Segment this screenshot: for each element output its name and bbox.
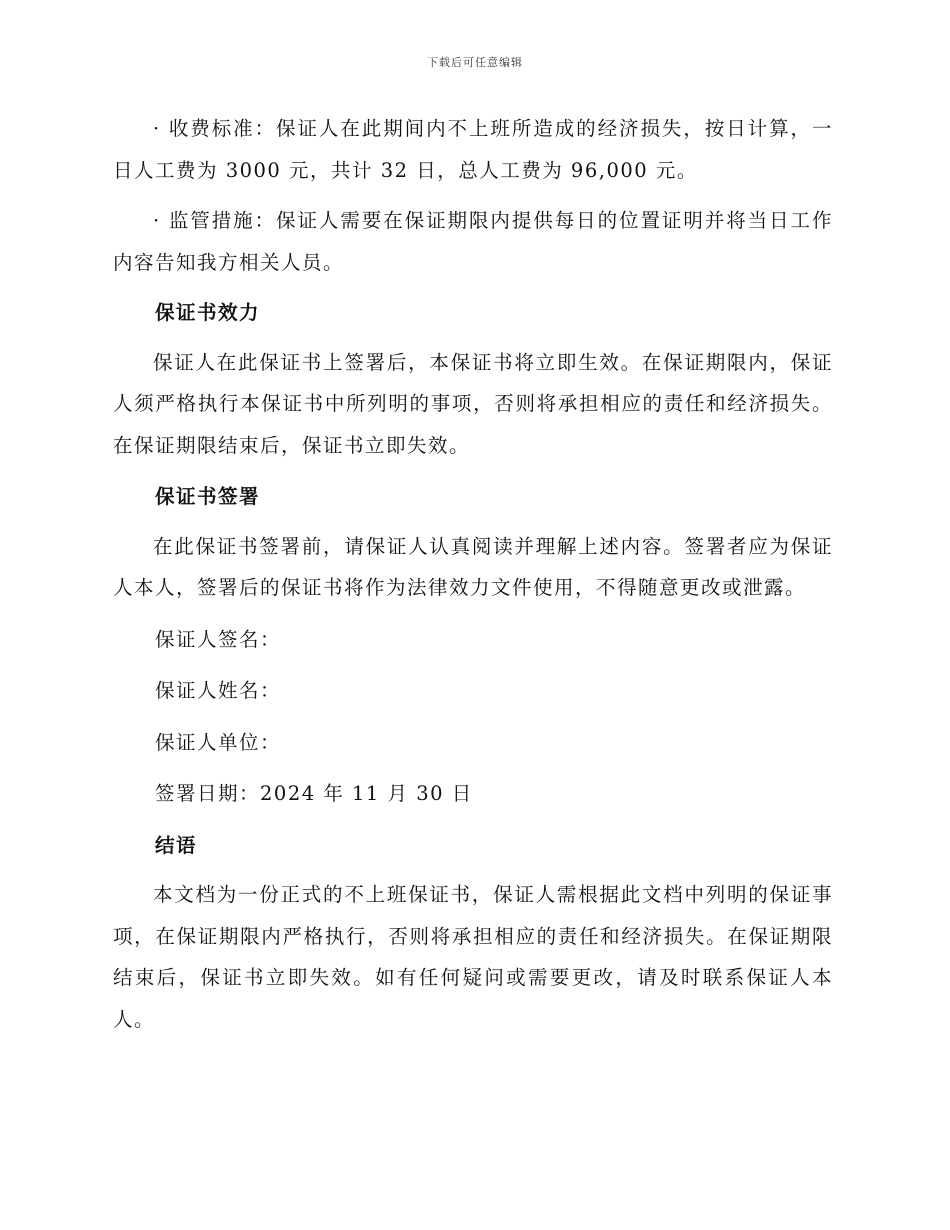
document-body	[113, 108, 833, 1050]
section-body-effect: 保证人在此保证书上签署后，本保证书将立即生效。在保证期限内，保证人须严格执行本保证书中所列明的事项，否则将承担相应的责任和经济损失。在保证期限结束后，保证书立即失效。	[113, 350, 833, 457]
page-header: 下载后可任意编辑	[427, 56, 523, 69]
field-sign-date: 签署日期：2024 年 11 月 30 日	[155, 782, 473, 805]
section-title-effect: 保证书效力	[155, 301, 261, 324]
section-body-sign: 在此保证书签署前，请保证人认真阅读并理解上述内容。签署者应为保证人本人，签署后的保证书将作为法律效力文件使用，不得随意更改或泄露。	[113, 534, 833, 599]
section-title-conclusion: 结语	[155, 833, 198, 857]
bullet-fee-standard: · 收费标准：保证人在此期间内不上班所造成的经济损失，按日计算，一日人工费为 3000 元，共计 32 日，总人工费为 96,000 元。	[113, 117, 833, 182]
bullet-supervision: · 监管措施：保证人需要在保证期限内提供每日的位置证明并将当日工作内容告知我方相关人员。	[113, 209, 833, 274]
section-title-sign: 保证书签署	[155, 485, 261, 508]
section-body-conclusion: 本文档为一份正式的不上班保证书，保证人需根据此文档中列明的保证事项，在保证期限内严格执行，否则将承担相应的责任和经济损失。在保证期限结束后，保证书立即失效。如有任何疑问或需要更改，请及时联系保证人本人。	[113, 883, 833, 1031]
field-name: 保证人姓名：	[155, 679, 282, 702]
field-signature: 保证人签名：	[155, 627, 282, 651]
field-unit: 保证人单位：	[155, 730, 282, 754]
